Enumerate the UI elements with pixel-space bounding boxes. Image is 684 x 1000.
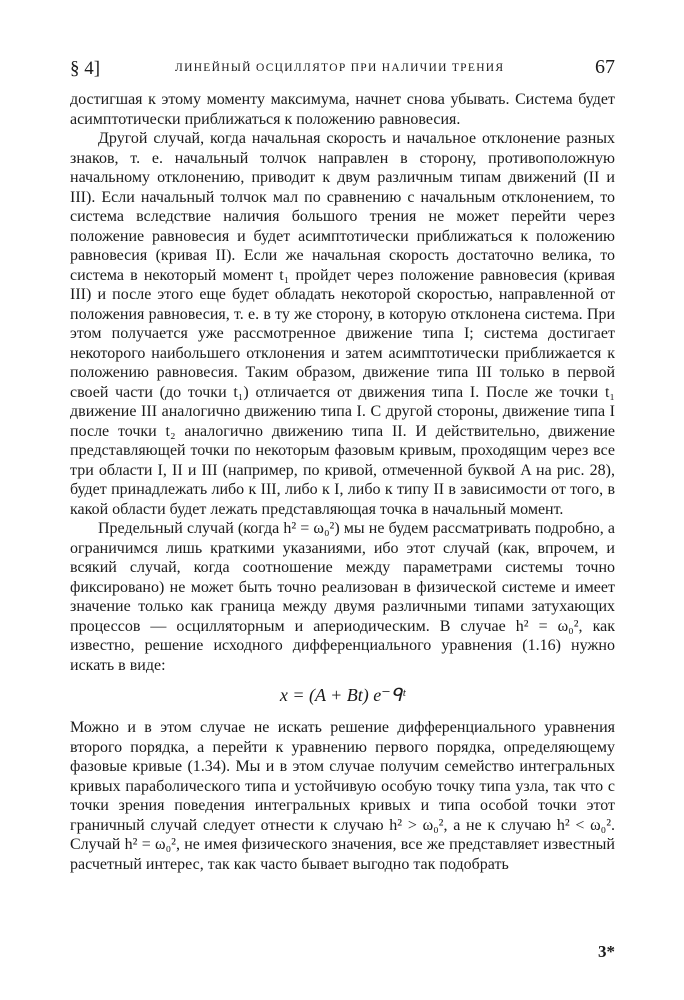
- book-page: [70, 52, 615, 961]
- paragraph-1: достигшая к этому моменту максимума, начнет снова убывать. Система будет асимптотически приближаться к положению равновесия.: [70, 91, 615, 128]
- section-marker: § 4]: [70, 58, 101, 79]
- page-number: 67: [595, 56, 615, 78]
- signature-mark: 3*: [598, 942, 615, 961]
- paragraph-3: Предельный случай (когда h² = ω₀²) мы не будем рассматривать подробно, а ограничимся лишь краткими указаниями, ибо этот случай (как, впрочем, и всякий случай, когда соотношение между параметрами системы точно фиксировано) не может быть точно реализован в физической системе и имеет значение только как граница между двумя различными типами затухающих процессов — осцилляторным и апериодическим. В случае h² = ω₀², как известно, решение исходного дифференциального уравнения (1.16) нужно искать в виде:: [70, 520, 615, 674]
- paragraph-4: Можно и в этом случае не искать решение дифференциального уравнения второго порядка, а перейти к уравнению первого порядка, определяющему фазовые кривые (1.34). Мы и в этом случае получим семейство интегральных кривых параболического типа и устойчивую особую точку типа узла, так что с точки зрения поведения интегральных кривых и типа особой точки этот граничный случай следует отнести к случаю h² > ω₀², а не к случаю h² < ω₀². Случай h² = ω₀², не имея физического значения, все же представляет известный расчетный интерес, так как часто бывает выгодно так подобрать: [70, 719, 615, 873]
- body-text: [70, 90, 615, 874]
- solution-formula: x = (A + Bt) e⁻ᑫᵗ: [279, 685, 406, 705]
- running-title: ЛИНЕЙНЫЙ ОСЦИЛЛЯТОР ПРИ НАЛИЧИИ ТРЕНИЯ: [175, 62, 505, 74]
- page-header: [70, 52, 615, 84]
- paragraph-2: Другой случай, когда начальная скорость и начальное отклонение разных знаков, т. е. начальный толчок направлен в сторону, противоположную начальному отклонению, приводит к двум различным типам движений (II и III). Если начальный толчок мал по сравнению с начальным отклонением, то система вследствие наличия большого трения не может перейти через положение равновесия и будет асимптотически приближаться к положению равновесия (кривая II). Если же начальная скорость достаточно велика, то система в некоторый момент t₁ пройдет через положение равновесия (кривая III) и после этого еще будет обладать некоторой скоростью, направленной от положения равновесия, т. е. в ту же сторону, в которую отклонена система. При этом получается уже рассмотренное движение типа I; система достигает некоторого наибольшего отклонения и затем асимптотически приближается к положению равновесия. Таким образом, движение типа III только в первой своей части (до точки t₁) отличается от движения типа I. После же точки t₁ движение III аналогично движению типа I. С другой стороны, движение типа I после точки t₂ аналогично движению типа II. И действительно, движение представляющей точки по некоторым фазовым кривым, проходящим через все три области I, II и III (например, по кривой, отмеченной буквой A на рис. 28), будет принадлежать либо к III, либо к I, либо к типу II в зависимости от того, в какой области будет лежать представляющая точка в начальный момент.: [70, 130, 615, 518]
